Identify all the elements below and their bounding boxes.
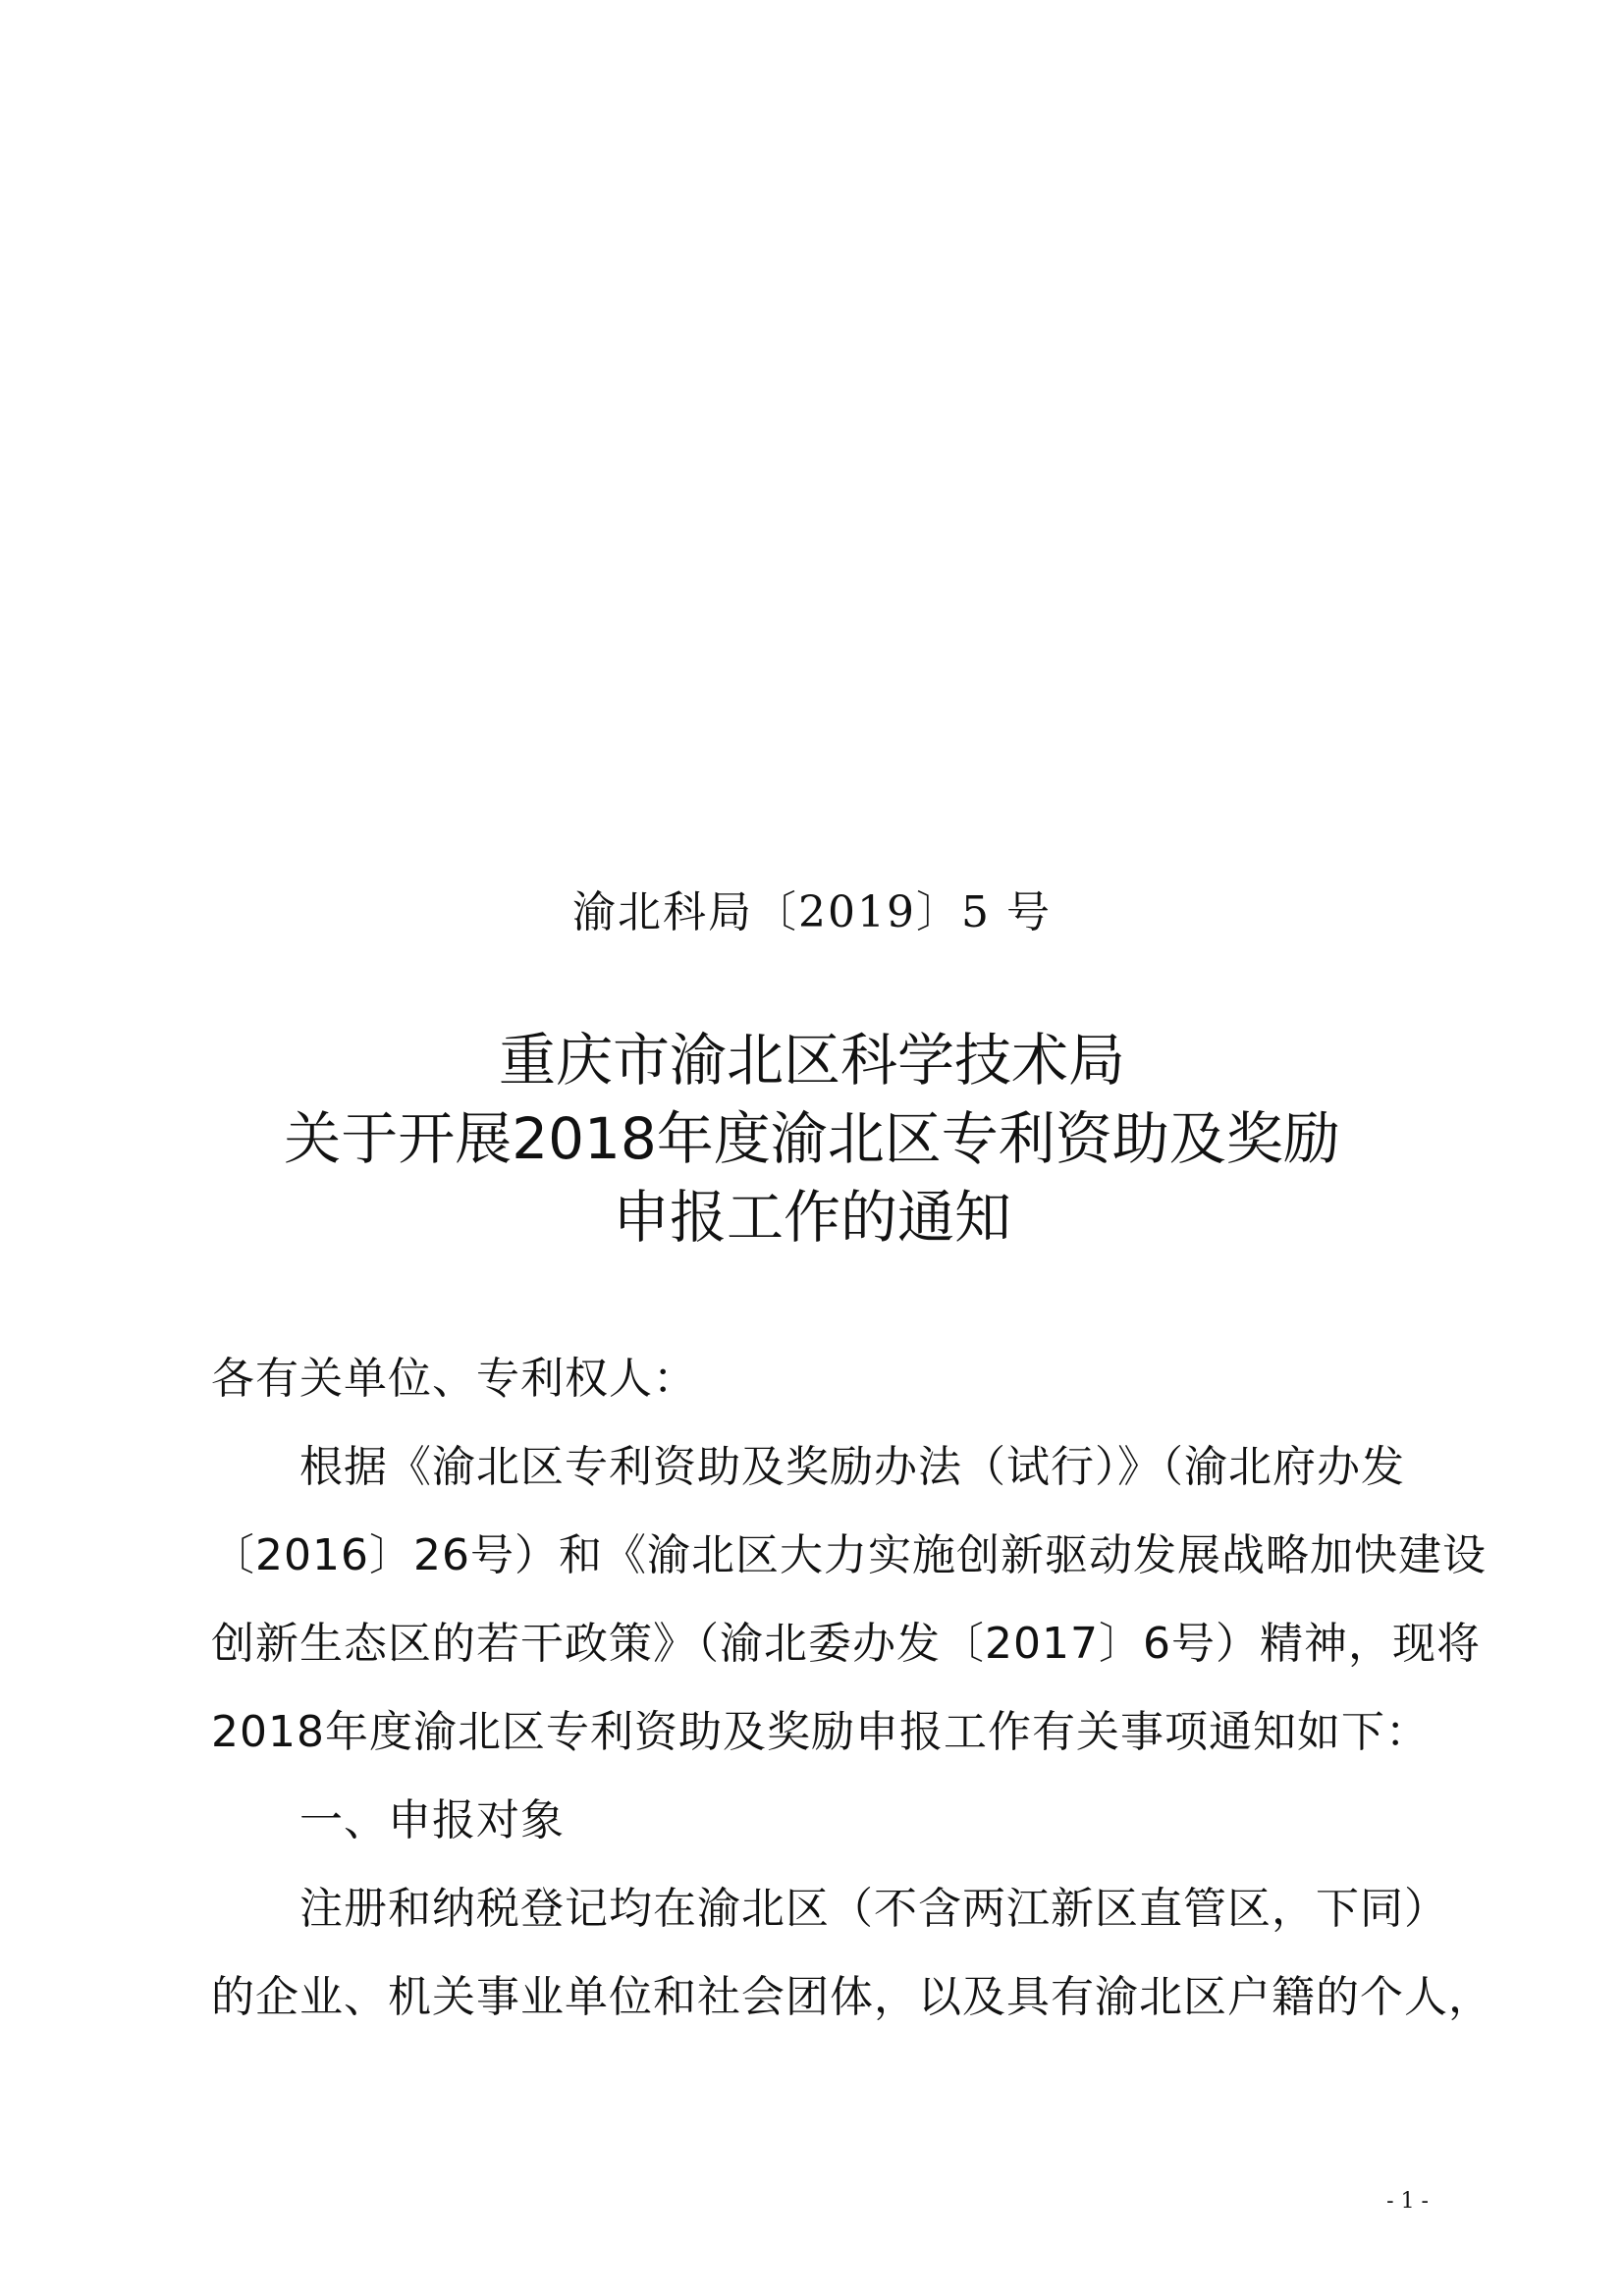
paragraph-line: 根据《渝北区专利资助及奖励办法（试行）》（渝北府办发 xyxy=(299,1442,1405,1492)
paragraph-line: 的企业、机关事业单位和社会团体，以及具有渝北区户籍的个人， xyxy=(211,1972,1492,2022)
title-line: 重庆市渝北区科学技术局 xyxy=(498,1027,1125,1094)
section-heading: 一、申报对象 xyxy=(299,1795,565,1845)
title-line: 申报工作的通知 xyxy=(612,1184,1011,1251)
page-number: - 1 - xyxy=(1386,2189,1429,2214)
paragraph-line: 2018年度渝北区专利资助及奖励申报工作有关事项通知如下： xyxy=(211,1707,1430,1757)
document-title xyxy=(0,1021,1624,1256)
title-line: 关于开展2018年度渝北区专利资助及奖励 xyxy=(284,1105,1340,1172)
paragraph-line: 〔2016〕26号）和《渝北区大力实施创新驱动发展战略加快建设 xyxy=(211,1530,1487,1580)
document-number: 渝北科局〔2019〕5 号 xyxy=(572,887,1052,937)
salutation: 各有关单位、专利权人： xyxy=(211,1354,697,1404)
paragraph-line: 注册和纳税登记均在渝北区（不含两江新区直管区，下同） xyxy=(299,1884,1448,1934)
document-body xyxy=(211,1335,1492,2042)
paragraph-line: 创新生态区的若干政策》（渝北委办发〔2017〕6号）精神，现将 xyxy=(211,1619,1481,1669)
